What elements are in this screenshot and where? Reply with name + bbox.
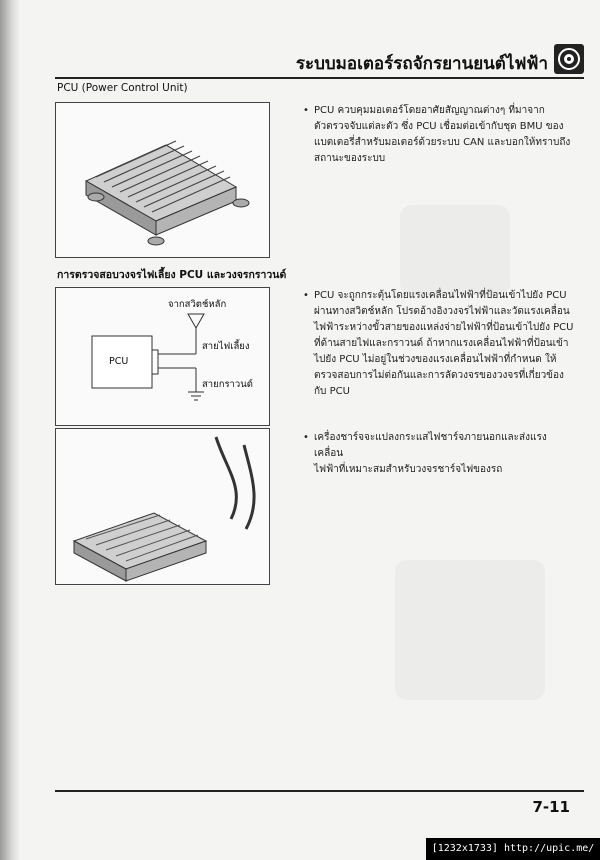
label-ground-wire: สายกราวนด์ [202,379,253,390]
pcu-section-title: PCU (Power Control Unit) [57,82,188,94]
bullet-mark: • [303,290,309,301]
bullet-text: เครื่องชาร์จจะแปลงกระแสไฟชาร์จภายนอกและส่งแรงเคลื่อน ไฟฟ้าที่เหมาะสมสำหรับวงจรชาร์จไฟของรถ [314,432,547,475]
bullet-text: PCU จะถูกกระตุ้นโดยแรงเคลื่อนไฟฟ้าที่ป้อนเข้าไปยัง PCU ผ่านทางสวิตช์หลัก โปรดอ้างอิงวงจรไฟฟ้าและวัดแรงเคลื่อน ไฟฟ้าระหว่างขั้วสายของแหล่งจ่ายไฟฟ้าที่ป้อนเข้าไปยัง PCU ที่ด้านสายไฟและกราวนด์ ถ้าหากแรงเคลื่อนไฟฟ้าที่ป้อนเข้า ไปยัง PCU ไม่อยู่ในช่วงของแรงเคลื่อนไฟฟ้าที่กำหนด ให้ ตรวจสอบการไม่ต่อกันและการลัดวงจรของวงจรที่เกี่ยวข้อง กับ PCU [314,290,574,397]
bullet-mark: • [303,432,309,443]
page-binding-shadow [0,0,20,860]
bullet-charger-description [303,430,575,478]
bullet-mark: • [303,105,309,116]
bleed-through-shape [395,560,545,700]
motor-section-icon [554,44,584,74]
circuit-lines [56,288,269,425]
page-title: ระบบมอเตอร์รถจักรยานยนต์ไฟฟ้า [295,54,548,74]
charger-photo-figure [55,428,270,585]
bullet-text: PCU ควบคุมมอเตอร์โดยอาศัยสัญญาณต่างๆ ที่มาจาก ตัวตรวจจับแต่ละตัว ซึ่ง PCU เชื่อมต่อเข้ากับชุด BMU ของ แบตเตอรี่สำหรับมอเตอร์ด้วยระบบ CAN และบอกให้ทราบถึง สถานะของระบบ [314,105,571,164]
header-divider [55,77,584,79]
footer-divider [55,790,584,792]
label-power-wire: สายไฟเลี้ยง [202,341,250,352]
pcu-unit-illustration [56,103,269,257]
bullet-pcu-power-check [303,288,575,400]
upload-watermark: [1232x1733] http://upic.me/ [426,838,600,860]
pcu-photo-figure [55,102,270,258]
circuit-diagram-figure [55,287,270,426]
charger-unit-illustration [56,429,269,584]
label-pcu: PCU [109,356,129,367]
page-number: 7-11 [532,798,570,816]
label-from-main-switch: จากสวิตช์หลัก [168,299,227,310]
bleed-through-shape [400,205,510,295]
circuit-section-title: การตรวจสอบวงจรไฟเลี้ยง PCU และวงจรกราวนด์ [57,269,287,281]
bullet-pcu-description [303,103,575,167]
